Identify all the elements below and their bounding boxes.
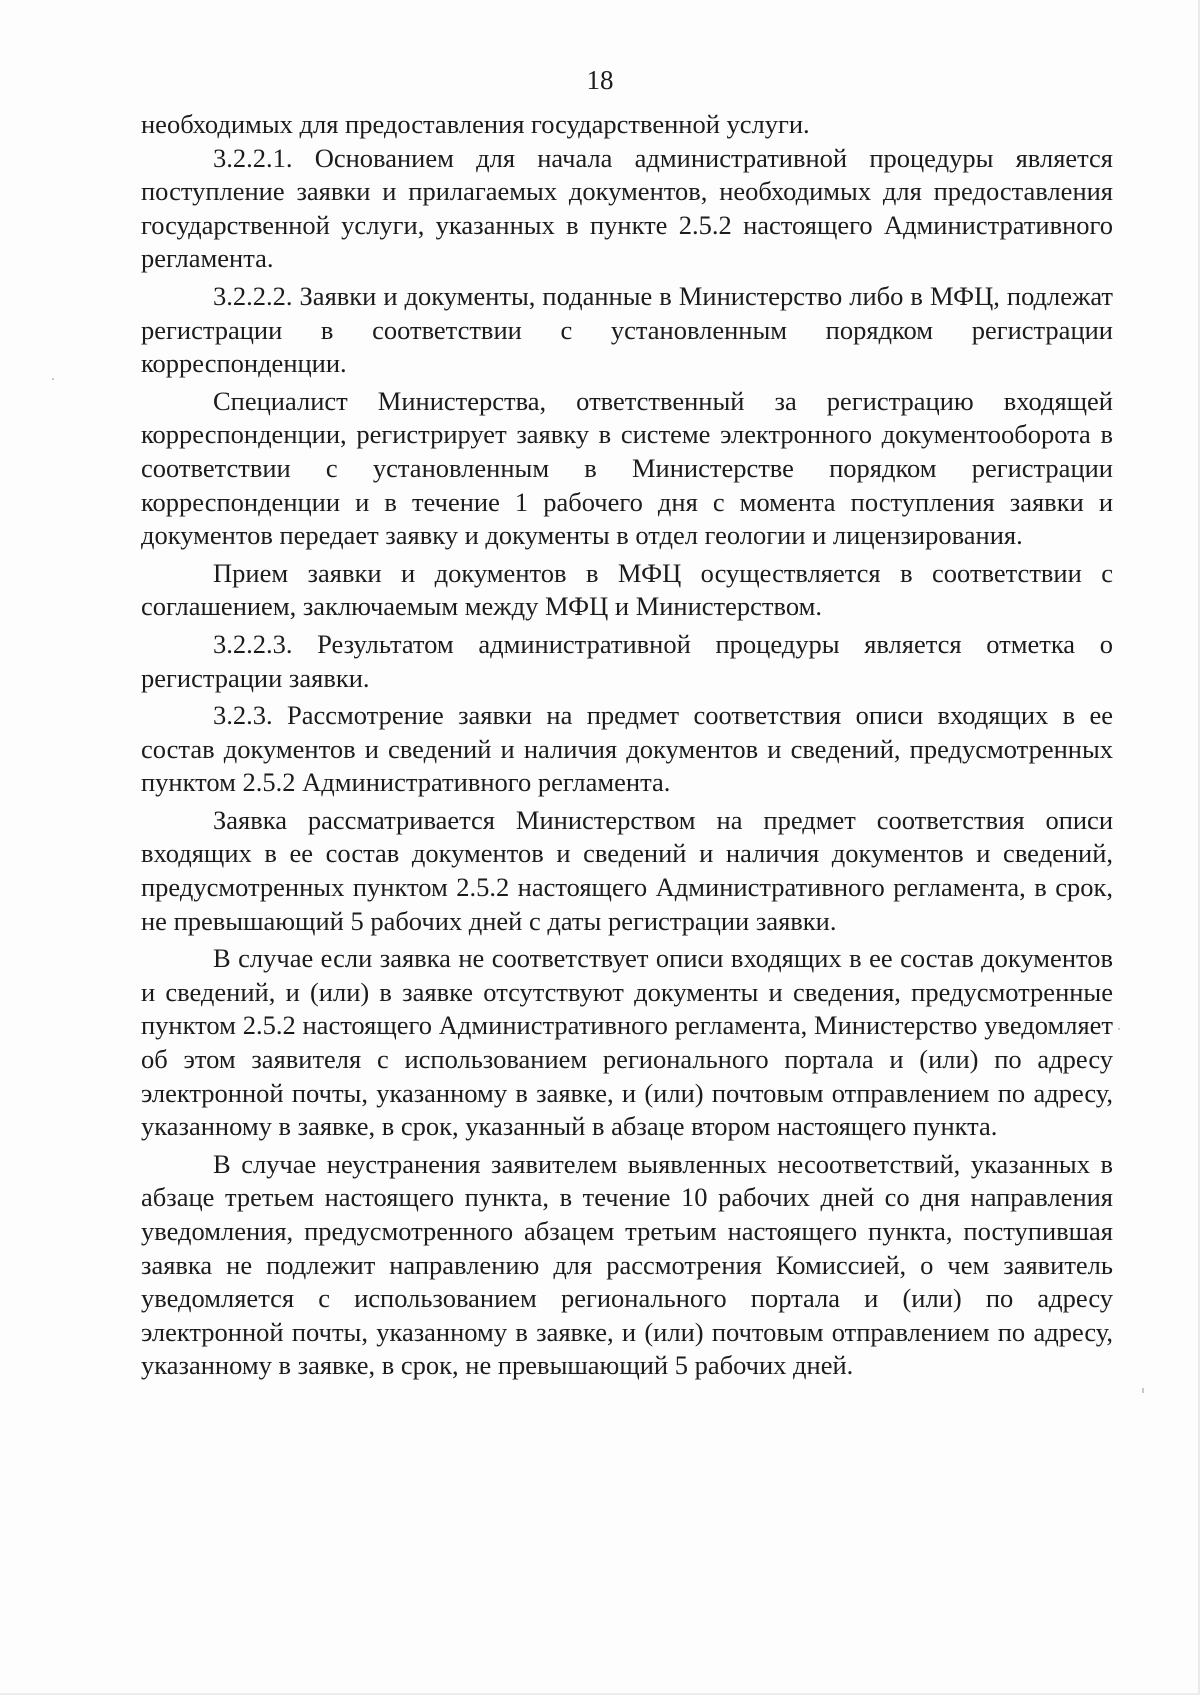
paragraph-3-2-2-1: 3.2.2.1. Основанием для начала административной процедуры является поступление заявки и прилагаемых документов, необходимых для предоставления государственной услуги, указанных в пункте 2.5.2 настоящего Административного регламента. — [141, 142, 1113, 274]
document-body — [141, 108, 1113, 1383]
paragraph-review-term: Заявка рассматривается Министерством на предмет соответствия описи входящих в ее состав документов и сведений и наличия документов и сведений, предусмотренных пунктом 2.5.2 настоящего Административного регламента, в срок, не превышающий 5 рабочих дней с даты регистрации заявки. — [141, 804, 1113, 936]
scan-speck — [52, 378, 54, 380]
paragraph-rejection: В случае неустранения заявителем выявленных несоответствий, указанных в абзаце третьем настоящего пункта, в течение 10 рабочих дней со дня направления уведомления, предусмотренного абзацем третьим настоящего пункта, поступившая заявка не подлежит направлению для рассмотрения Комиссией, о чем заявитель уведомляется с использованием регионального портала и (или) по адресу электронной почты, указанному в заявке, и (или) почтовым отправлением по адресу, указанному в заявке, в срок, не превышающий 5 рабочих дней. — [141, 1148, 1113, 1381]
paragraph-mfc-reception: Прием заявки и документов в МФЦ осуществляется в соответствии с соглашением, заключаемым между МФЦ и Министерством. — [141, 557, 1113, 622]
page-number: 18 — [586, 65, 614, 95]
scan-speck — [1118, 1028, 1120, 1030]
paragraph-3-2-2-2: 3.2.2.2. Заявки и документы, поданные в Министерство либо в МФЦ, подлежат регистрации в соответствии с установленным порядком регистрации корреспонденции. — [141, 280, 1113, 379]
paragraph-specialist: Специалист Министерства, ответственный за регистрацию входящей корреспонденции, регистрирует заявку в системе электронного документооборота в соответствии с установленным в Министерстве порядком регистрации корреспонденции и в течение 1 рабочего дня с момента поступления заявки и документов передает заявку и документы в отдел геологии и лицензирования. — [141, 385, 1113, 551]
scan-speck — [1142, 1388, 1144, 1393]
paragraph-continuation: необходимых для предоставления государственной услуги. — [141, 109, 810, 139]
paragraph-nonconformity-notice: В случае если заявка не соответствует описи входящих в ее состав документов и сведений, и (или) в заявке отсутствуют документы и сведения, предусмотренные пунктом 2.5.2 настоящего Административного регламента, Министерство уведомляет об этом заявителя с использованием регионального портала и (или) по адресу электронной почты, указанному в заявке, и (или) почтовым отправлением по адресу, указанному в заявке, в срок, указанный в абзаце втором настоящего пункта. — [141, 943, 1113, 1142]
paragraph-3-2-3: 3.2.3. Рассмотрение заявки на предмет соответствия описи входящих в ее состав документов и сведений и наличия документов и сведений, предусмотренных пунктом 2.5.2 Административного регламента. — [141, 700, 1113, 798]
paragraph-3-2-2-3: 3.2.2.3. Результатом административной процедуры является отметка о регистрации заявки. — [141, 628, 1113, 693]
